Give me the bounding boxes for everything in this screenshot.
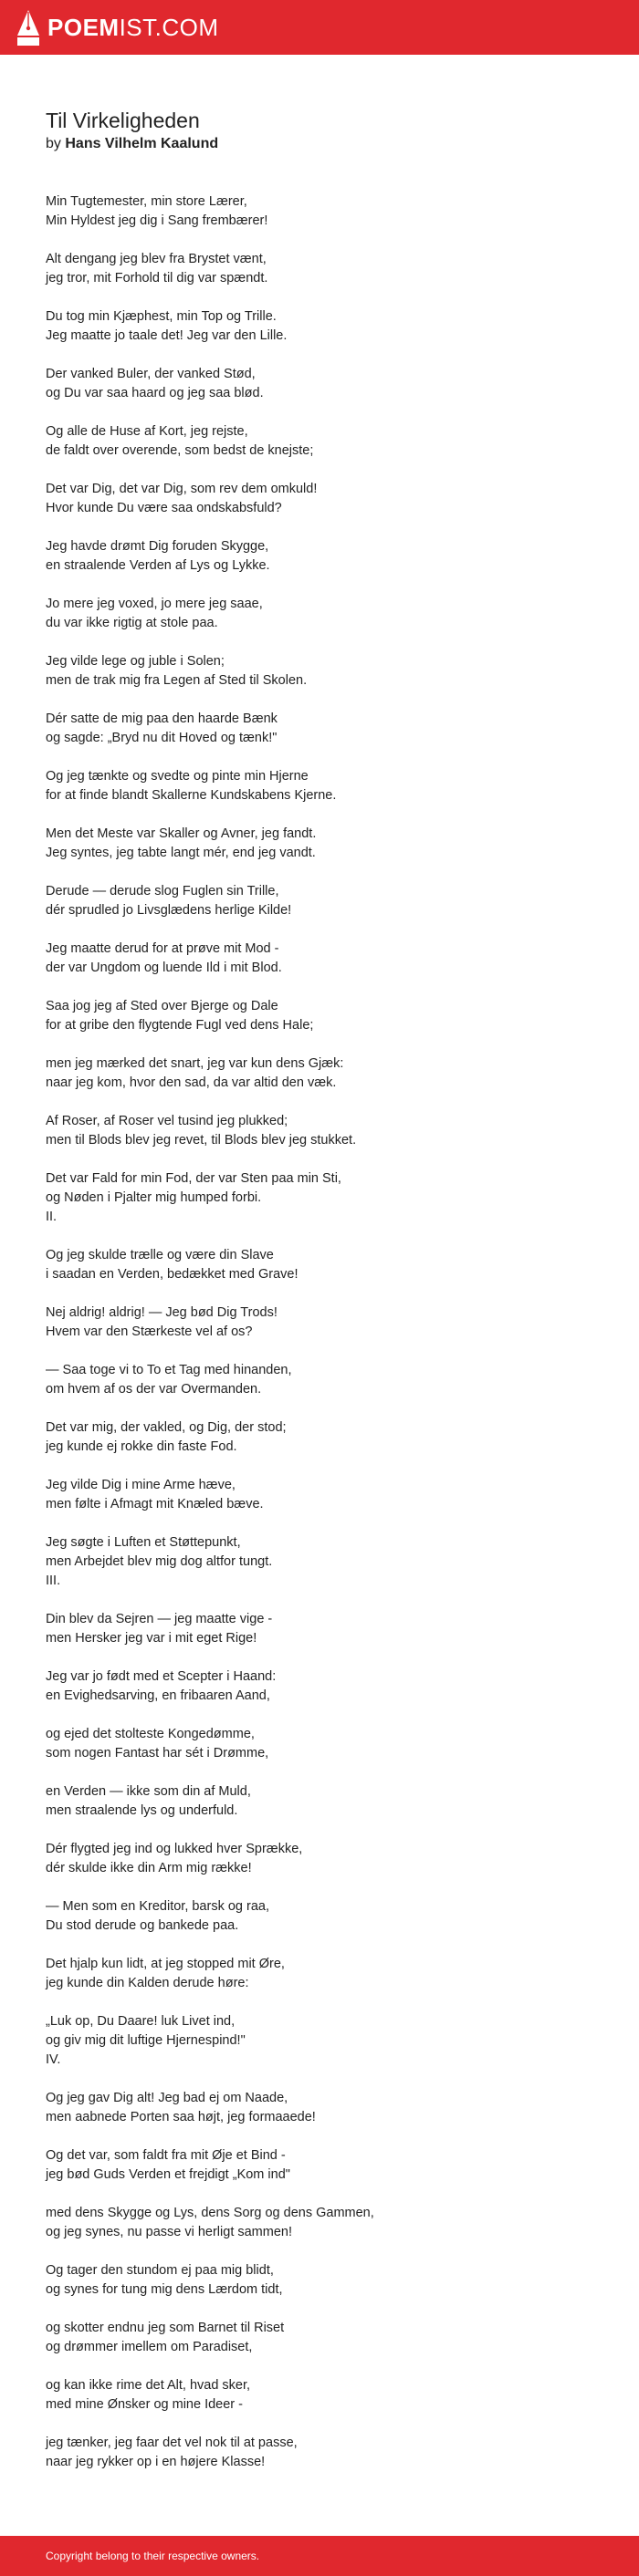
poem-line: — Saa toge vi to To et Tag med hinanden, [46,1363,292,1377]
site-header [0,0,639,55]
stanza [46,2319,593,2357]
poem-line: jeg tror, mit Forhold til dig var spændt. [46,271,268,286]
stanza [46,1667,593,1706]
poem-line: III. [46,1574,61,1588]
stanza [46,192,593,231]
poem-body [46,192,593,2472]
stanza [46,2012,593,2070]
poem-line: Det hjalp kun lidt, at jeg stopped mit Øre, [46,1957,285,1971]
poem-line: Nej aldrig! aldrig! — Jeg bød Dig Trods! [46,1305,278,1320]
stanza [46,1054,593,1093]
stanza [46,1246,593,1284]
poem-line: men Hersker jeg var i mit eget Rige! [46,1631,257,1646]
poem-line: Jeg var jo født med et Scepter i Haand: [46,1669,277,1684]
poem-line: en Evighedsarving, en fribaaren Aand, [46,1688,270,1703]
poem-line: Af Roser, af Roser vel tusind jeg plukked; [46,1114,288,1128]
poem-line: men de trak mig fra Legen af Sted til Skolen. [46,673,308,688]
poem-line: Jeg maatte jo taale det! Jeg var den Lille. [46,328,288,343]
poem-line: men straalende lys og underfuld. [46,1803,238,1818]
poem-line: du var ikke rigtig at stole paa. [46,616,218,630]
poem-line: men følte i Afmagt mit Knæled bæve. [46,1497,264,1511]
stanza [46,422,593,461]
stanza [46,1533,593,1591]
brand-thin: IST.COM [119,13,219,41]
poem-line: Din blev da Sejren — jeg maatte vige - [46,1612,273,1626]
stanza [46,652,593,691]
poem-line: Derude — derude slog Fuglen sin Trille, [46,884,279,898]
poem-line: Jeg havde drømt Dig foruden Skygge, [46,539,269,554]
poem-line: Jeg vilde Dig i mine Arme hæve, [46,1478,236,1492]
stanza [46,767,593,805]
poem-line: naar jeg rykker op i en højere Klasse! [46,2455,266,2469]
stanza [46,1897,593,1936]
poem-line: Jeg maatte derud for at prøve mit Mod - [46,941,279,956]
poem-line: Og tager den stundom ej paa mig blidt, [46,2263,274,2278]
poem-line: og sagde: „Bryd nu dit Hoved og tænk!" [46,731,278,745]
poem-line: om hvem af os der var Overmanden. [46,1382,262,1397]
poem-line: Saa jog jeg af Sted over Bjerge og Dale [46,999,278,1013]
poem-line: og ejed det stolteste Kongedømme, [46,1727,255,1741]
stanza [46,1725,593,1763]
poem-line: Alt dengang jeg blev fra Brystet vænt, [46,252,267,266]
poem-line: og skotter endnu jeg som Barnet til Riset [46,2321,285,2335]
stanza [46,2261,593,2300]
stanza [46,595,593,633]
poem-line: Og det var, som faldt fra mit Øje et Bind - [46,2148,286,2163]
poem-line: en Verden — ikke som din af Muld, [46,1784,251,1799]
poem-line: jeg tænker, jeg faar det vel nok til at passe, [46,2436,298,2450]
poem-line: og drømmer imellem om Paradiset, [46,2340,253,2354]
stanza [46,1418,593,1457]
poem-line: Og jeg skulde trælle og være din Slave [46,1248,274,1262]
poem-line: Der vanked Buler, der vanked Stød, [46,367,256,381]
stanza [46,2089,593,2127]
brand-bold: POEM [47,13,120,41]
poem-line: for at gribe den flygtende Fugl ved dens Hale; [46,1018,314,1033]
poem-line: for at finde blandt Skallerne Kundskabens Kjerne. [46,788,337,803]
stanza [46,710,593,748]
stanza [46,1476,593,1514]
poem-line: dér sprudled jo Livsglædens herlige Kilde! [46,903,292,918]
site-logo[interactable] [47,14,219,42]
poem-line: Du tog min Kjæphest, min Top og Trille. [46,309,277,324]
stanza [46,250,593,288]
poem-line: — Men som en Kreditor, barsk og raa, [46,1899,269,1914]
poem-line: og kan ikke rime det Alt, hvad sker, [46,2378,251,2393]
poem-line: „Luk op, Du Daare! luk Livet ind, [46,2014,236,2029]
poem-line: Du stod derude og bankede paa. [46,1918,239,1933]
stanza [46,997,593,1035]
stanza [46,2146,593,2185]
poem-line: Hvor kunde Du være saa ondskabsfuld? [46,501,282,515]
poem-line: Men det Meste var Skaller og Avner, jeg fandt. [46,826,317,841]
author-link[interactable]: Hans Vilhelm Kaalund [65,136,219,151]
poem-line: Det var Fald for min Fod, der var Sten paa min Sti, [46,1171,341,1186]
poem-line: og Nøden i Pjalter mig humped forbi. [46,1190,262,1205]
byline [46,136,593,152]
stanza [46,2434,593,2472]
poem-line: og synes for tung mig dens Lærdom tidt, [46,2282,283,2297]
poem-line: med dens Skygge og Lys, dens Sorg og dens Gammen, [46,2206,374,2220]
poem-line: Det var mig, der vakled, og Dig, der stod; [46,1420,287,1435]
poem-line: men Arbejdet blev mig dog altfor tungt. [46,1554,273,1569]
poem-line: II. [46,1210,58,1224]
poem-line: en straalende Verden af Lys og Lykke. [46,558,270,573]
poem-line: Og alle de Huse af Kort, jeg rejste, [46,424,248,439]
poem-page [0,55,639,2536]
poem-line: naar jeg kom, hvor den sad, da var altid den væk. [46,1075,337,1090]
poem-line: Det var Dig, det var Dig, som rev dem omkuld! [46,482,318,496]
stanza [46,1610,593,1648]
poem-line: jeg kunde ej rokke din faste Fod. [46,1439,237,1454]
poem-line: Min Tugtemester, min store Lærer, [46,194,247,209]
stanza [46,1304,593,1342]
poem-line: jeg kunde din Kalden derude høre: [46,1976,249,1990]
stanza [46,1112,593,1150]
poem-line: Dér flygted jeg ind og lukked hver Sprække, [46,1842,303,1856]
poem-line: Og jeg tænkte og svedte og pinte min Hjerne [46,769,309,784]
stanza [46,940,593,978]
poem-line: Jeg syntes, jeg tabte langt mér, end jeg vandt. [46,846,316,860]
poem-line: Jo mere jeg voxed, jo mere jeg saae, [46,597,263,611]
poem-line: men aabnede Porten saa højt, jeg formaaede! [46,2110,316,2124]
poem-line: i saadan en Verden, bedækket med Grave! [46,1267,299,1282]
poem-line: Og jeg gav Dig alt! Jeg bad ej om Naade, [46,2091,288,2105]
poem-line: Dér satte de mig paa den haarde Bænk [46,712,278,726]
by-label: by [46,136,61,151]
stanza [46,537,593,576]
poem-line: Jeg vilde lege og juble i Solen; [46,654,225,669]
poem-line: Min Hyldest jeg dig i Sang frembærer! [46,213,268,228]
poem-line: men til Blods blev jeg revet, til Blods blev jeg stukket. [46,1133,357,1148]
stanza [46,1169,593,1227]
poem-title: Til Virkeligheden [46,109,200,132]
poem-line: jeg bød Guds Verden et frejdigt „Kom ind" [46,2167,290,2182]
site-footer [0,2536,639,2576]
stanza [46,1361,593,1399]
poem-line: de faldt over overende, som bedst de knejste; [46,443,314,458]
poem-line: dér skulde ikke din Arm mig række! [46,1861,252,1875]
poem-line: IV. [46,2052,61,2067]
stanza [46,882,593,920]
poem-line: og Du var saa haard og jeg saa blød. [46,386,264,400]
poem-line: Hvem var den Stærkeste vel af os? [46,1324,253,1339]
poem-line: med mine Ønsker og mine Ideer - [46,2397,243,2412]
stanza [46,480,593,518]
stanza [46,1955,593,1993]
stanza [46,2376,593,2415]
pen-nib-icon[interactable] [16,8,40,47]
poem-line: der var Ungdom og luende Ild i mit Blod. [46,961,282,975]
stanza [46,1782,593,1821]
stanza [46,365,593,403]
poem-line: og jeg synes, nu passe vi herligt sammen! [46,2225,292,2239]
poem-line: og giv mig dit luftige Hjernespind!" [46,2033,246,2048]
stanza [46,2204,593,2242]
stanza [46,307,593,346]
stanza [46,825,593,863]
poem-line: men jeg mærked det snart, jeg var kun dens Gjæk: [46,1056,344,1071]
poem-line: Jeg søgte i Luften et Støttepunkt, [46,1535,241,1550]
stanza [46,1840,593,1878]
copyright-text: Copyright belong to their respective owners. [46,2550,260,2562]
poem-line: som nogen Fantast har sét i Drømme, [46,1746,269,1761]
